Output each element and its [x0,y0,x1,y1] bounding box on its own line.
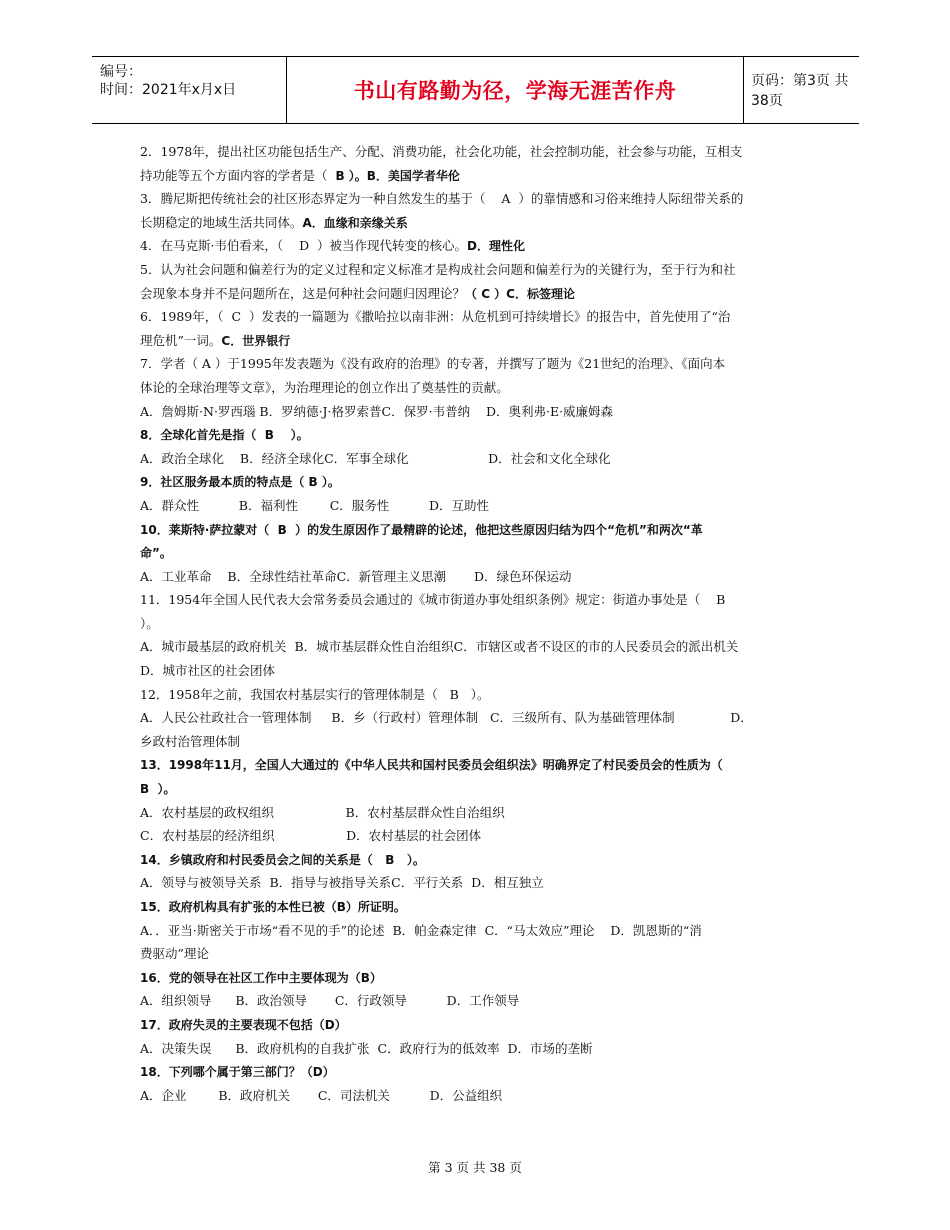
header-meta [92,57,286,123]
document-body [140,140,815,1107]
line-bold-text: 13．1998年11月，全国人大通过的《中华人民共和国村民委员会组织法》明确界定了村民委员会的性质为（ [140,758,723,773]
line-bold-text: 命”。 [140,546,172,561]
text-line [140,895,815,919]
line-text: A．组织领导 B．政治领导 C．行政领导 D．工作领导 [140,993,520,1009]
line-bold-text: 8．全球化首先是指（ B ）。 [140,428,309,443]
line-text: 持功能等五个方面内容的学者是（ [140,167,336,183]
line-bold-text: 9．社区服务最本质的特点是（ B ）。 [140,475,340,490]
text-line [140,1013,815,1037]
line-bold-text: B ）。 [140,782,176,797]
line-text: 2．1978年，提出社区功能包括生产、分配、消费功能，社会化功能，社会控制功能，社会参与功能，互相支 [140,144,743,159]
text-line [140,683,815,707]
text-line [140,966,815,990]
text-line [140,824,815,848]
line-text: 5．认为社会问题和偏差行为的定义过程和定义标准才是构成社会问题和偏差行为的关键行为，至于行为和社 [140,261,736,277]
text-line [140,801,815,825]
text-line [140,494,815,518]
text-line [140,211,815,235]
line-text: A．企业 B．政府机关 C．司法机关 D．公益组织 [140,1087,503,1103]
line-text: A．领导与被领导关系 B．指导与被指导关系C．平行关系 D．相互独立 [140,875,544,891]
line-text: 乡政村治管理体制 [140,733,241,749]
text-line [140,1060,815,1084]
line-text: 11．1954年全国人民代表大会常务委员会通过的《城市街道办事处组织条例》规定：街道办事处是（ B [140,592,726,608]
line-text: A．．亚当·斯密关于市场“看不见的手”的论述 B．帕金森定律 C．“马太效应”理论 D．凯恩斯的“消 [140,922,702,938]
text-line [140,400,815,424]
text-line [140,1084,815,1108]
text-line [140,187,815,211]
line-text: 长期稳定的地域生活共同体。 [140,214,303,230]
line-text: A．人民公社政社合一管理体制 B．乡（行政村）管理体制 C．三级所有、队为基础管理体制 D． [140,710,753,726]
line-text: 费驱动”理论 [140,946,209,962]
text-line [140,612,815,636]
header-motto: 书山有路勤为径，学海无涯苦作舟 [353,79,677,103]
line-text: 会现象本身并不是问题所在，这是何种社会问题归因理论？ [140,285,466,301]
line-text: C．农村基层的经济组织 D．农村基层的社会团体 [140,828,482,844]
page-footer: 第 3 页 共 38 页 [428,1160,522,1175]
text-line [140,635,815,659]
text-line [140,706,815,730]
line-bold-text: 10．莱斯特·萨拉蒙对（ B ）的发生原因作了最精辟的论述，他把这些原因归结为四个“危机”和两次“革 [140,522,703,537]
line-bold-text: D．理性化 [467,239,526,254]
line-text: ）。 [140,615,159,631]
header-page-info [743,57,859,123]
text-line [140,423,815,447]
text-line [140,352,815,376]
text-line [140,753,815,777]
text-line [140,588,815,612]
line-text: 7．学者（ A ）于1995年发表题为《没有政府的治理》的专著，并撰写了题为《21世纪的治理》、《面向本 [140,356,726,372]
text-line [140,919,815,943]
line-bold-text: （ C ）C．标签理论 [465,286,575,301]
line-text: 6．1989年，（ C ）发表的一篇题为《撒哈拉以南非洲：从危机到可持续增长》的报告中，首先使用了“治 [140,309,731,325]
line-bold-text: 16．党的领导在社区工作中主要体现为（B） [140,970,382,985]
line-text: A．农村基层的政权组织 B．农村基层群众性自治组织 [140,804,505,820]
text-line [140,848,815,872]
text-line [140,282,815,306]
text-line [140,447,815,471]
line-text: 12．1958年之前，我国农村基层实行的管理体制是（ B ）。 [140,686,490,702]
text-line [140,777,815,801]
line-text: A．工业革命 B．全球性结社革命C．新管理主义思潮 D．绿色环保运动 [140,568,572,584]
line-text: D．城市社区的社会团体 [140,663,276,679]
line-bold-text: 14．乡镇政府和村民委员会之间的关系是（ B ）。 [140,852,425,867]
line-text: 4．在马克斯·韦伯看来，（ D ）被当作现代转变的核心。 [140,238,468,254]
page-number-label: 页码：第3页 共38页 [751,73,849,109]
line-text: A．政治全球化 B．经济全球化C．军事全球化 D．社会和文化全球化 [140,450,611,466]
text-line [140,871,815,895]
line-text: A．詹姆斯·N·罗西瑙 B．罗纳德·J·格罗索普C．保罗·韦普纳 D．奥利弗·E·威廉姆森 [140,403,614,419]
line-bold-text: 15．政府机构具有扩张的本性已被（B）所证明。 [140,900,406,914]
date-label: 时间：2021年x月x日 [100,82,237,98]
text-line [140,234,815,258]
text-line [140,730,815,754]
text-line [140,541,815,565]
line-bold-text: 18．下列哪个属于第三部门？（D） [140,1065,335,1080]
header-motto-cell [286,57,744,123]
line-text: 3．腾尼斯把传统社会的社区形态界定为一种自然发生的基于（ A ）的靠情感和习俗来维持人际纽带关系的 [140,191,744,207]
line-bold-text: C．世界银行 [221,333,291,348]
text-line [140,942,815,966]
text-line [140,258,815,282]
text-line [140,376,815,400]
serial-number-label: 编号： [100,64,142,80]
text-line [140,565,815,589]
line-text: A．城市最基层的政府机关 B．城市基层群众性自治组织C．市辖区或者不设区的市的人民委员会的派出机关 [140,639,739,655]
text-line [140,329,815,353]
line-bold-text: 17．政府失灵的主要表现不包括（D） [140,1017,347,1032]
text-line [140,140,815,164]
text-line [140,164,815,188]
line-bold-text: A．血缘和亲缘关系 [302,215,408,230]
line-text: A．群众性 B．福利性 C．服务性 D．互助性 [140,497,490,513]
line-bold-text: B ）。B．美国学者华伦 [335,168,460,183]
text-line [140,470,815,494]
text-line [140,305,815,329]
text-line [140,518,815,542]
text-line [140,659,815,683]
line-text: 理危机”一词。 [140,332,222,348]
text-line [140,1037,815,1061]
line-text: 体论的全球治理等文章》，为治理理论的创立作出了奠基性的贡献。 [140,379,509,395]
text-line [140,989,815,1013]
document-header [92,56,859,124]
line-text: A．决策失误 B．政府机构的自我扩张 C．政府行为的低效率 D．市场的垄断 [140,1040,593,1056]
